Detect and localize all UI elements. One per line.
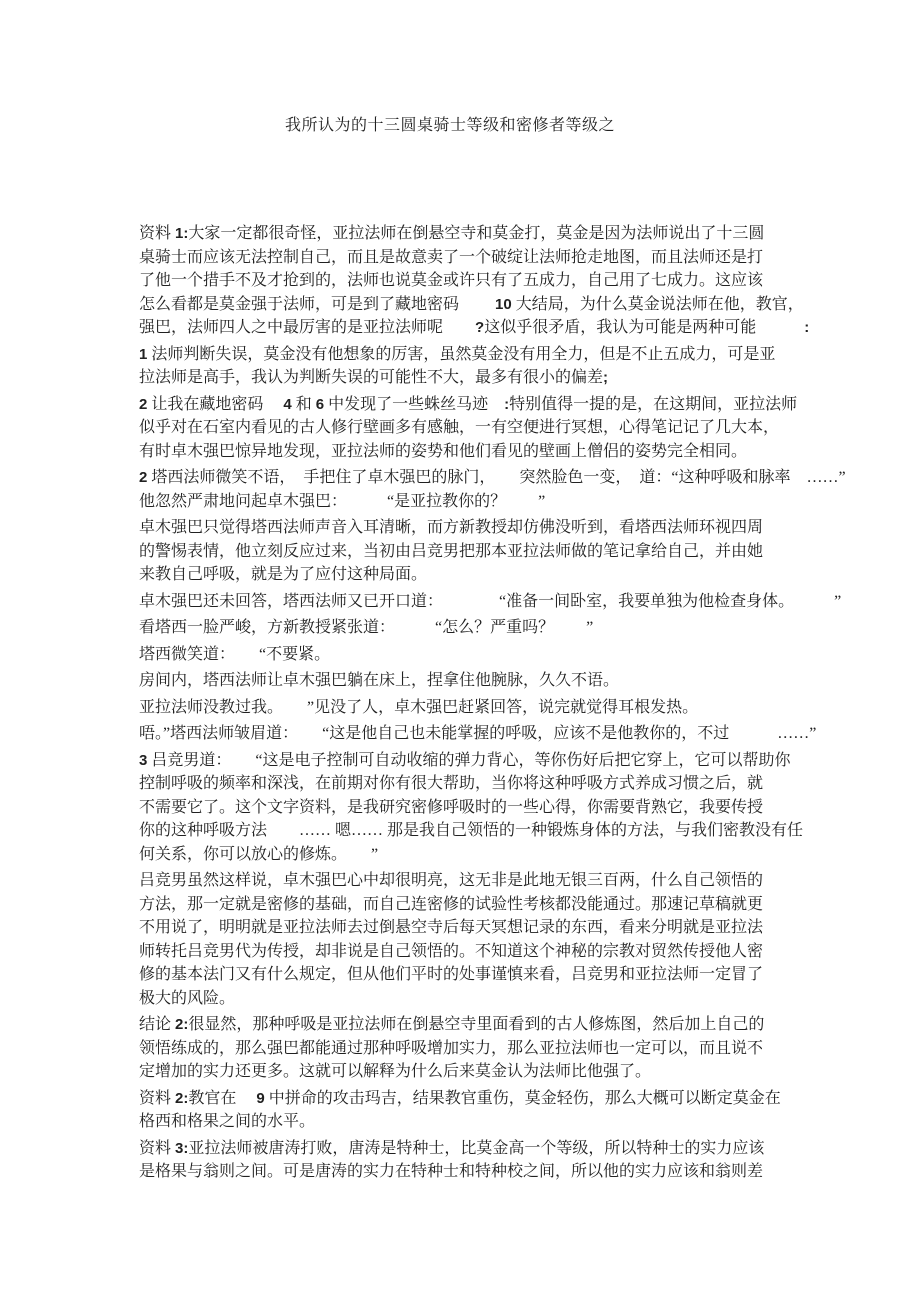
text-line: 不用说了，明明就是亚拉法师去过倒悬空寺后每天冥想记录的东西，看来分明就是亚拉法 [139, 919, 764, 936]
text-line: 卓木强巴还未回答，塔西法师又已开口道： “准备一间卧室，我要单独为他检查身体。 ” [139, 592, 842, 610]
paragraph [139, 722, 859, 746]
text-line: 房间内，塔西法师让卓木强巴躺在床上，捏拿住他腕脉，久久不语。 [139, 672, 620, 689]
text-line: 领悟练成的，那么强巴都能通过那种呼吸增加实力，那么亚拉法师也一定可以，而且说不 [139, 1039, 764, 1057]
text-line: 资料 3:亚拉法师被唐涛打败，唐涛是特种士，比莫金高一个等级，所以特种士的实力应该 [139, 1139, 765, 1157]
text-line: 桌骑士而应该无法控制自己，而且是故意卖了一个破绽让法师抢走地图，而且法师还是打 [139, 248, 764, 266]
text-line: 了他一个措手不及才抢到的，法师也说莫金或许只有了五成力，自己用了七成力。这应该 [139, 272, 764, 289]
text-line: 资料 1:大家一定都很奇怪，亚拉法师在倒悬空寺和莫金打，莫金是因为法师说出了十三圆 [139, 225, 765, 242]
text-line: 结论 2:很显然，那种呼吸是亚拉法师在倒悬空寺里面看到的古人修炼图，然后加上自己的 [139, 1016, 765, 1033]
paragraph [139, 343, 859, 390]
text-line: 2 让我在藏地密码 4 和 6 中发现了一些蛛丝马迹 :特别值得一提的是，在这期间，亚拉法师 [139, 395, 798, 413]
text-line: 3 吕竞男道： “这是电子控制可自动收缩的弹力背心，等你伤好后把它穿上，它可以帮助你 [139, 751, 791, 769]
text-line: 控制呼吸的频率和深浅，在前期对你有很大帮助，当你将这种呼吸方式养成习惯之后，就 [139, 775, 764, 792]
text-line: 极大的风险。 [139, 989, 236, 1007]
text-line: 师转托吕竞男代为传授，却非说是自己领悟的。不知道这个神秘的宗教对贸然传授他人密 [139, 942, 764, 960]
text-line: 有时卓木强巴惊异地发现，亚拉法师的姿势和他们看见的壁画上僧侣的姿势完全相同。 [139, 442, 748, 460]
paragraph [139, 466, 859, 513]
text-line: 似乎对在石室内看见的古人修行壁画多有感触，一有空便进行冥想，心得笔记记了几大本， [139, 419, 780, 436]
paragraph [139, 696, 859, 720]
text-line: 2 塔西法师微笑不语， 手把住了卓木强巴的脉门， 突然脸色一变， 道：“这种呼吸和脉率 ……” [139, 469, 846, 486]
document-body [139, 222, 859, 1187]
text-line: 是格果与翁则之间。可是唐涛的实力在特种士和特种校之间，所以他的实力应该和翁则差 [139, 1163, 764, 1180]
paragraph [139, 590, 859, 614]
text-line: 看塔西一脸严峻，方新教授紧张道： “怎么？严重吗？ ” [139, 619, 594, 636]
text-line: 吕竞男虽然这样说，卓木强巴心中却很明亮，这无非是此地无银三百两，什么自己领悟的 [139, 872, 764, 889]
document-title: 我所认为的十三圆桌骑士等级和密修者等级之 [284, 117, 615, 134]
paragraph [139, 393, 859, 464]
text-line: 他忽然严肃地问起卓木强巴： “是亚拉教你的？ ” [139, 492, 546, 510]
text-line: 强巴，法师四人之中最厉害的是亚拉法师呢 ?这似乎很矛盾，我认为可能是两种可能 : [139, 319, 810, 336]
text-line: 唔。”塔西法师皱眉道： “这是他自己也未能掌握的呼吸，应该不是他教你的，不过 ……” [139, 725, 817, 742]
text-line: 格西和格果之间的水平。 [139, 1113, 316, 1130]
text-line: 来教自己呼吸，就是为了应付这种局面。 [139, 566, 428, 583]
text-line: 怎么看都是莫金强于法师，可是到了藏地密码 10 大结局，为什么莫金说法师在他，教官， [139, 295, 804, 313]
text-line: 塔西微笑道： “不要紧。 [139, 645, 331, 663]
paragraph [139, 616, 859, 640]
paragraph [139, 749, 859, 867]
paragraph [139, 869, 859, 1010]
text-line: 1 法师判断失误，莫金没有他想象的厉害，虽然莫金没有用全力，但是不止五成力，可是亚 [139, 345, 776, 363]
text-line: 拉法师是高手，我认为判断失误的可能性不大，最多有很小的偏差; [139, 369, 609, 386]
text-line: 亚拉法师没教过我。 ”见没了人，卓木强巴赶紧回答，说完就觉得耳根发热。 [139, 698, 699, 716]
paragraph [139, 1087, 859, 1134]
paragraph [139, 222, 859, 340]
text-line: 定增加的实力还更多。这就可以解释为什么后来莫金认为法师比他强了。 [139, 1063, 652, 1080]
text-line: 方法，那一定就是密修的基础，而自己连密修的试验性考核都没能通过。那速记草稿就更 [139, 895, 764, 913]
paragraph [139, 669, 859, 693]
text-line: 的警惕表情，他立刻反应过来，当初由吕竞男把那本亚拉法师做的笔记拿给自己，并由她 [139, 542, 764, 560]
text-line: 卓木强巴只觉得塔西法师声音入耳清晰，而方新教授却仿佛没听到，看塔西法师环视四周 [139, 519, 764, 536]
text-line: 你的这种呼吸方法 …… 嗯…… 那是我自己领悟的一种锻炼身体的方法，与我们密教没有任 [139, 822, 804, 839]
text-line: 修的基本法门又有什么规定，但从他们平时的处事谨慎来看，吕竞男和亚拉法师一定冒了 [139, 966, 764, 983]
text-line: 资料 2:教官在 9 中拼命的攻击玛吉，结果教官重伤，莫金轻伤，那么大概可以断定莫金在 [139, 1089, 781, 1107]
paragraph [139, 1137, 859, 1184]
paragraph [139, 516, 859, 587]
text-line: 不需要它了。这个文字资料，是我研究密修呼吸时的一些心得，你需要背熟它，我要传授 [139, 798, 764, 816]
paragraph [139, 643, 859, 667]
paragraph [139, 1013, 859, 1084]
text-line: 何关系，你可以放心的修炼。 ” [139, 845, 379, 863]
